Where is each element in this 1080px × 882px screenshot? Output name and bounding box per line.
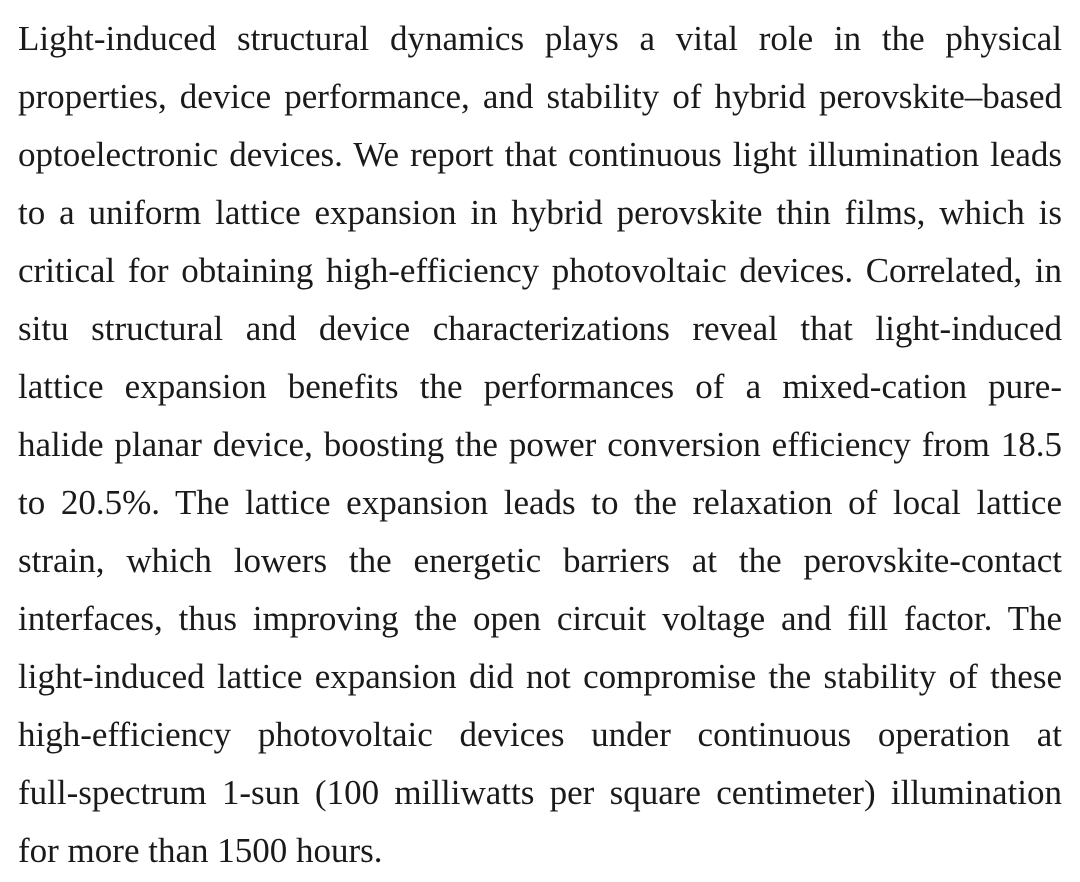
paragraph-line: to 20.5%. The lattice expansion leads to the relaxation of local lattice (18, 483, 1062, 522)
abstract-paragraph (18, 10, 1062, 880)
paragraph-line: strain, which lowers the energetic barriers at the perovskite-contact (18, 541, 1062, 580)
paragraph-line: light-induced lattice expansion did not compromise the stability of these (18, 657, 1062, 696)
paragraph-line: high-efficiency photovoltaic devices under continuous operation at (18, 715, 1062, 754)
paragraph-line: for more than 1500 hours. (18, 831, 383, 870)
paragraph-line: critical for obtaining high-efficiency photovoltaic devices. Correlated, in (18, 251, 1062, 290)
paragraph-line: to a uniform lattice expansion in hybrid perovskite thin films, which is (18, 193, 1062, 232)
paragraph-line: lattice expansion benefits the performances of a mixed-cation pure- (18, 367, 1062, 406)
paragraph-line: situ structural and device characterizations reveal that light-induced (18, 309, 1062, 348)
paragraph-line: properties, device performance, and stability of hybrid perovskite–based (18, 77, 1062, 116)
paragraph-line: optoelectronic devices. We report that continuous light illumination leads (18, 135, 1062, 174)
paragraph-line: full-spectrum 1-sun (100 milliwatts per square centimeter) illumination (18, 773, 1062, 812)
paragraph-line: interfaces, thus improving the open circuit voltage and fill factor. The (18, 599, 1062, 638)
paragraph-line: halide planar device, boosting the power conversion efficiency from 18.5 (18, 425, 1062, 464)
paragraph-line: Light-induced structural dynamics plays a vital role in the physical (18, 19, 1062, 58)
